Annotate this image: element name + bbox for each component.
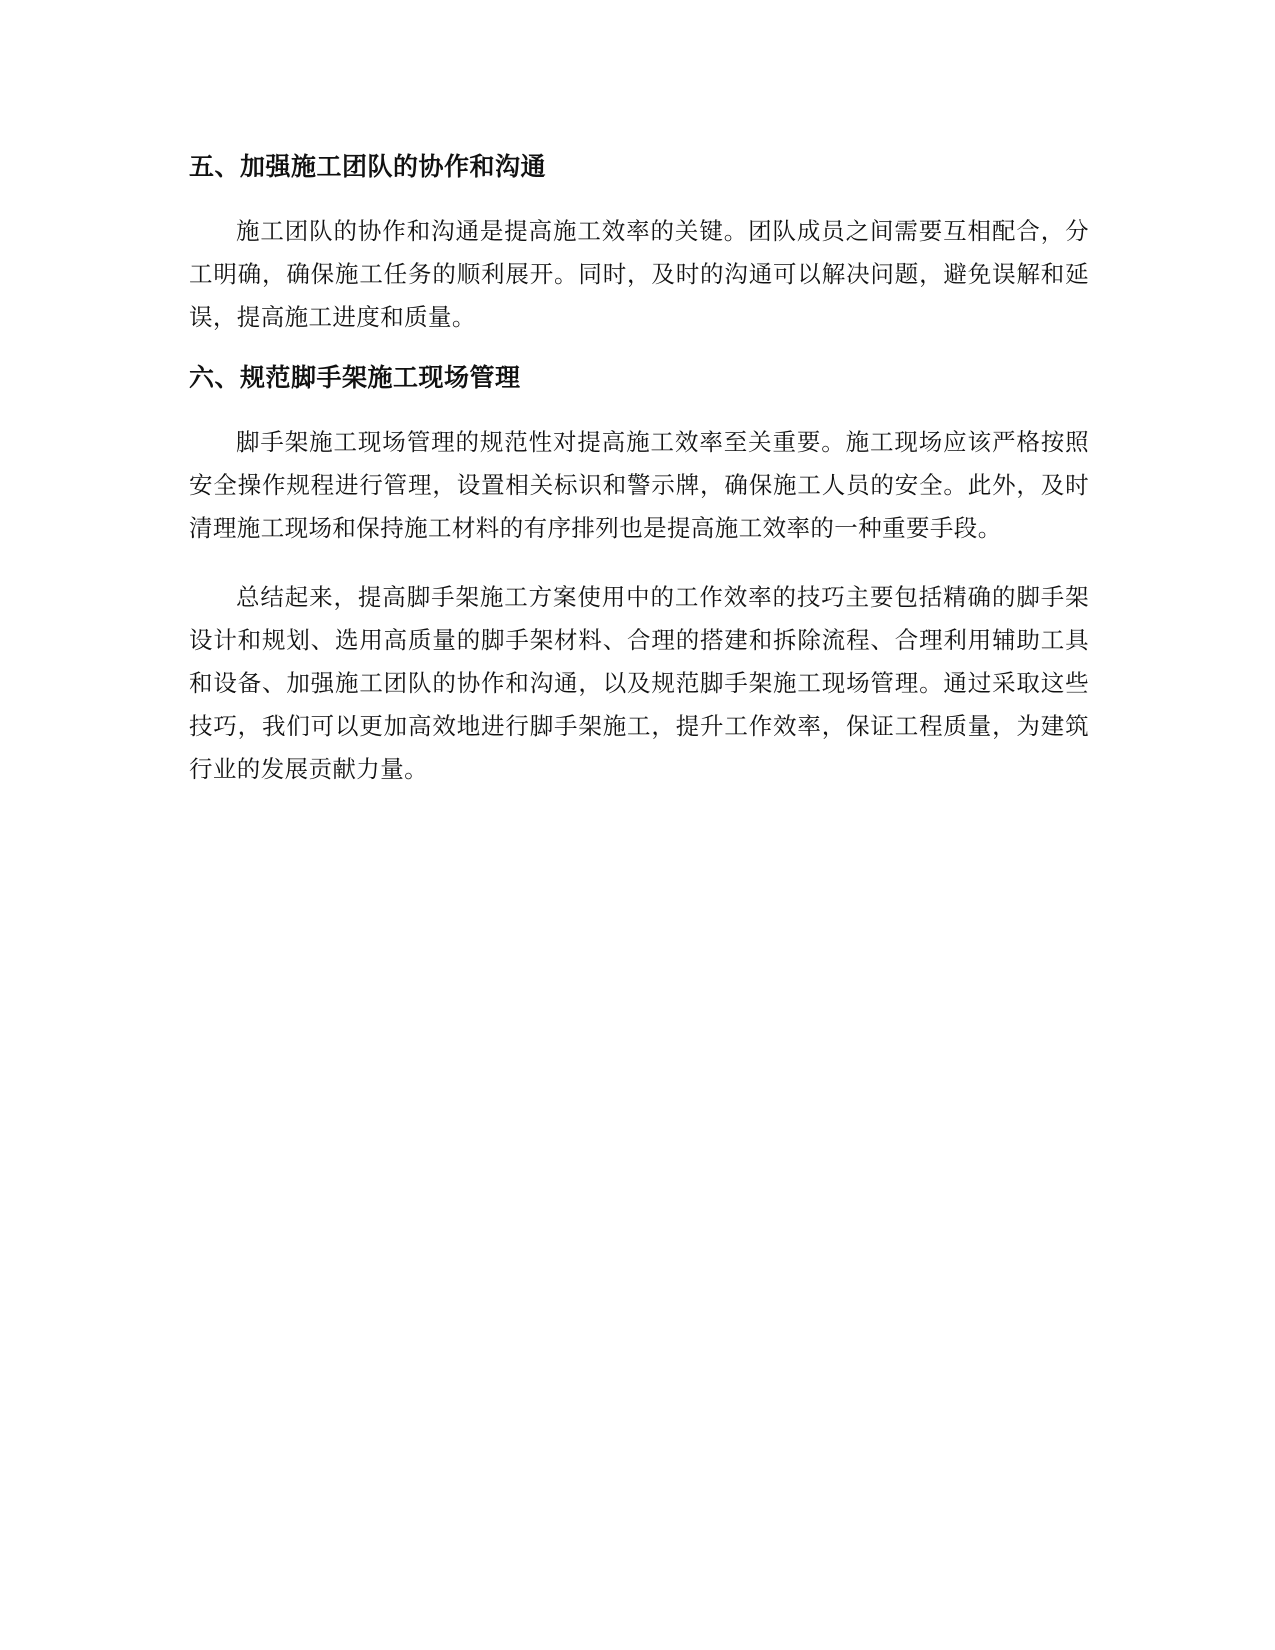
section-paragraph: 脚手架施工现场管理的规范性对提高施工效率至关重要。施工现场应该严格按照安全操作规程进行管理，设置相关标识和警示牌，确保施工人员的安全。此外，及时清理施工现场和保持施工材料的有序排列也是提高施工效率的一种重要手段。 — [189, 428, 1089, 542]
section-paragraph: 施工团队的协作和沟通是提高施工效率的关键。团队成员之间需要互相配合，分工明确，确保施工任务的顺利展开。同时，及时的沟通可以解决问题，避免误解和延误，提高施工进度和质量。 — [189, 217, 1089, 331]
section-heading: 五、加强施工团队的协作和沟通 — [189, 152, 547, 181]
section-heading: 六、规范脚手架施工现场管理 — [189, 363, 521, 392]
summary-paragraph: 总结起来，提高脚手架施工方案使用中的工作效率的技巧主要包括精确的脚手架设计和规划、选用高质量的脚手架材料、合理的搭建和拆除流程、合理利用辅助工具和设备、加强施工团队的协作和沟通，以及规范脚手架施工现场管理。通过采取这些技巧，我们可以更加高效地进行脚手架施工，提升工作效率，保证工程质量，为建筑行业的发展贡献力量。 — [189, 583, 1089, 783]
document-page — [189, 140, 1089, 791]
